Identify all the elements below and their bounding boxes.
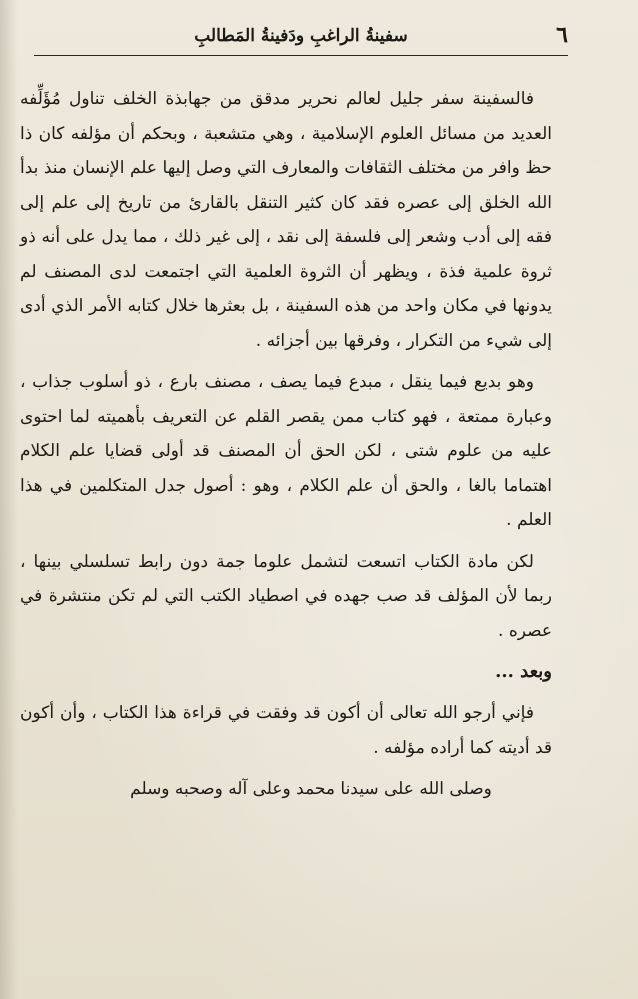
header-rule xyxy=(34,55,568,56)
paragraph-2: وهو بديع فيما ينقل ، مبدع فيما يصف ، مصنف بارع ، ذو أسلوب جذاب ، وعبارة ممتعة ، فهو كتاب ممن يقصر القلم عن التعريف بأهميته لما احتوى عليه من علوم شتى ، لكن الحق أن المصنف قد أولى قضايا علم الكلام اهتماما بالغا ، والحق أن علم الكلام ، وهو : أصول جدل المتكلمين في هذا العلم . xyxy=(20,372,552,530)
paragraph-1: فالسفينة سفر جليل لعالم نحرير مدقق من جهابذة الخلف تناول مُؤَلِّفه العديد من مسائل العلوم الإسلامية ، وهي متشعبة ، وبحكم أن مؤلفه كان ذا حظ وافر من مختلف الثقافات والمعارف التي وصل إليها علم الإنسان منذ بدأ الله الخلق إلى عصره فقد كان كثير التنقل بالقارئ من تاريخ إلى علم إلى فقه إلى أدب وشعر إلى فلسفة إلى نقد ، إلى غير ذلك ، مما يدل على أنه ذو ثروة علمية فذة ، ويظهر أن الثروة العلمية التي اجتمعت لدى المصنف لم يدونها في مكان واحد من هذه السفينة ، بل بعثرها خلال كتابه الأمر الذي أدى إلى شيء من التكرار ، وفرقها بين أجزائه . xyxy=(20,89,552,351)
running-title: سفينةُ الراغبِ ودَفينةُ المَطالبِ xyxy=(194,26,408,46)
section-heading: وبعد ... xyxy=(495,661,552,682)
binding-shadow xyxy=(0,0,18,999)
closing-paragraph: فإني أرجو الله تعالى أن أكون قد وفقت في قراءة هذا الكتاب ، وأن أكون قد أديته كما أراده مؤلفه . xyxy=(20,703,552,758)
page-header xyxy=(34,22,568,56)
page-number: ٦ xyxy=(556,22,568,48)
paragraph-3: لكن مادة الكتاب اتسعت لتشمل علوما جمة دون رابط تسلسلي بينها ، ربما لأن المؤلف قد صب جهده في اصطياد الكتب التي لم تكن منتشرة في عصره . xyxy=(20,551,552,641)
page-body xyxy=(20,82,552,823)
closing-line: وصلى الله على سيدنا محمد وعلى آله وصحبه وسلم xyxy=(130,779,492,799)
